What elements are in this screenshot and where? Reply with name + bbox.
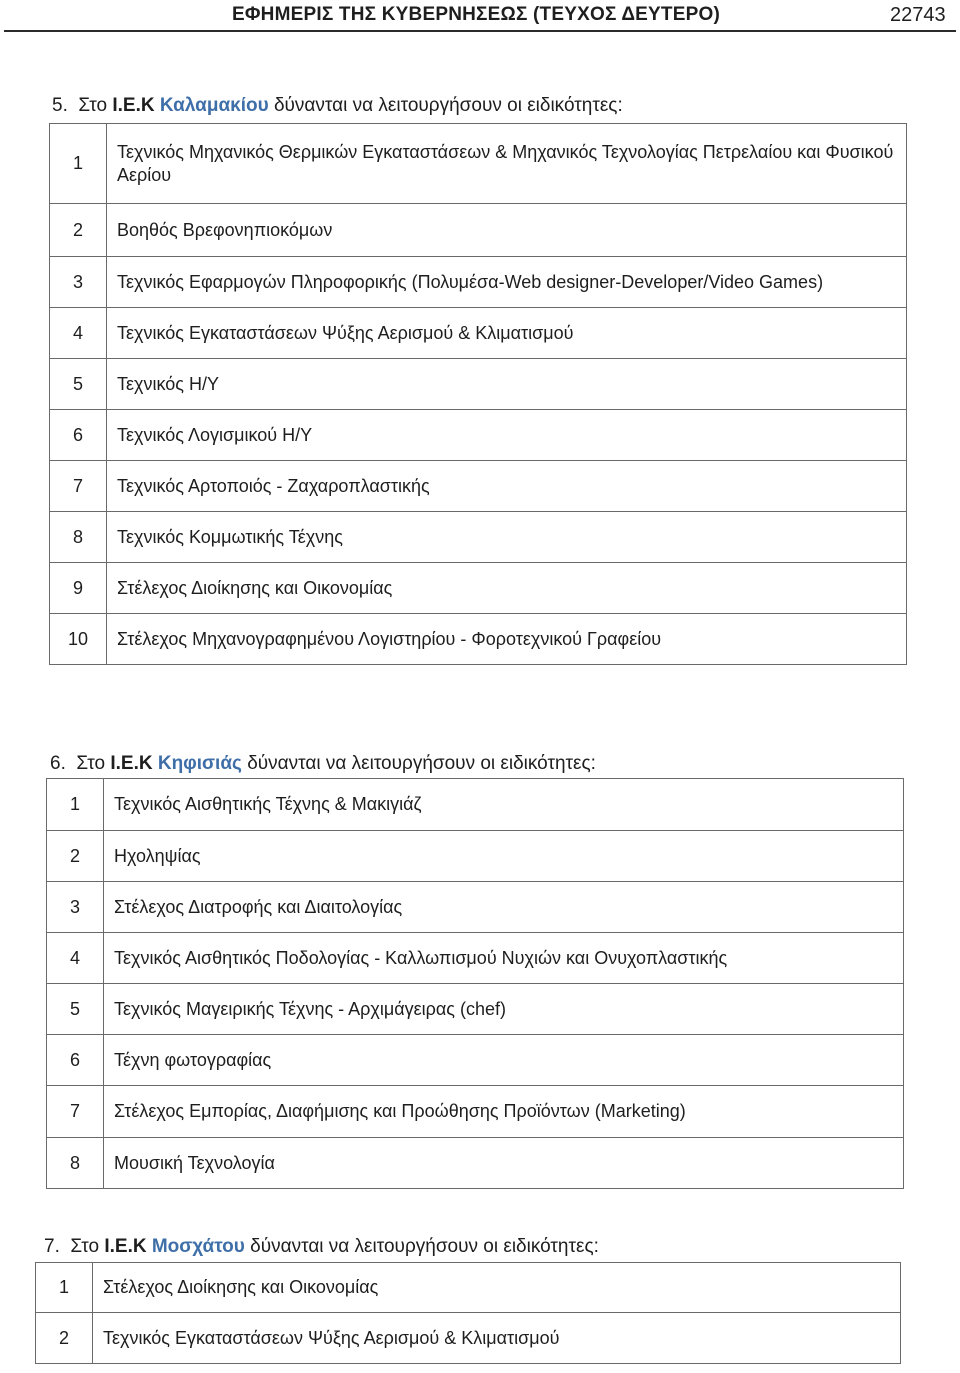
section-suffix: δύνανται να λειτουργήσουν οι ειδικότητες:: [250, 1236, 599, 1257]
section-number: 5.: [52, 95, 68, 116]
row-number: 5: [47, 984, 104, 1035]
row-specialty: Τέχνη φωτογραφίας: [104, 1035, 904, 1086]
institute-label: Ι.Ε.Κ: [110, 753, 153, 774]
row-specialty: Βοηθός Βρεφονηπιοκόμων: [107, 204, 907, 257]
row-number: 10: [50, 614, 107, 665]
institute-label: Ι.Ε.Κ: [112, 95, 155, 116]
section-suffix: δύνανται να λειτουργήσουν οι ειδικότητες:: [247, 753, 596, 774]
table-row: [50, 308, 907, 359]
table-row: [47, 1035, 904, 1086]
table-row: [50, 563, 907, 614]
row-specialty: Τεχνικός Μαγειρικής Τέχνης - Αρχιμάγειρας (chef): [104, 984, 904, 1035]
table-row: [47, 831, 904, 882]
row-number: 2: [47, 831, 104, 882]
row-specialty: Στέλεχος Μηχανογραφημένου Λογιστηρίου - Φοροτεχνικού Γραφείου: [107, 614, 907, 665]
table-row: [50, 257, 907, 308]
row-specialty: Στέλεχος Διοίκησης και Οικονομίας: [107, 563, 907, 614]
section-prefix: Στο: [70, 1236, 100, 1257]
row-number: 3: [47, 882, 104, 933]
table-row: [50, 614, 907, 665]
section-number: 7.: [44, 1236, 60, 1257]
row-number: 2: [50, 204, 107, 257]
table-row: [47, 984, 904, 1035]
header-divider: [4, 30, 956, 32]
institute-place: Μοσχάτου: [151, 1236, 245, 1257]
row-specialty: Ηχοληψίας: [104, 831, 904, 882]
row-number: 7: [50, 461, 107, 512]
row-specialty: Στέλεχος Διοίκησης και Οικονομίας: [93, 1263, 901, 1313]
row-number: 6: [47, 1035, 104, 1086]
row-number: 4: [50, 308, 107, 359]
specialties-table: [46, 778, 904, 1189]
page-number: 22743: [890, 4, 946, 26]
row-number: 2: [36, 1313, 93, 1364]
row-specialty: Τεχνικός Αρτοποιός - Ζαχαροπλαστικής: [107, 461, 907, 512]
row-specialty: Στέλεχος Διατροφής και Διαιτολογίας: [104, 882, 904, 933]
gazette-title: ΕΦΗΜΕΡΙΣ ΤΗΣ ΚΥΒΕΡΝΗΣΕΩΣ (ΤΕΥΧΟΣ ΔΕΥΤΕΡΟ): [232, 4, 720, 25]
row-number: 8: [47, 1138, 104, 1189]
row-number: 1: [47, 779, 104, 831]
row-number: 1: [50, 124, 107, 204]
table-row: [50, 204, 907, 257]
row-specialty: Τεχνικός Εφαρμογών Πληροφορικής (Πολυμέσα-Web designer-Developer/Video Games): [107, 257, 907, 308]
section-suffix: δύνανται να λειτουργήσουν οι ειδικότητες:: [273, 95, 623, 116]
table-row: [50, 359, 907, 410]
table-row: [47, 882, 904, 933]
row-specialty: Τεχνικός Εγκαταστάσεων Ψύξης Αερισμού & Κλιματισμού: [93, 1313, 901, 1364]
section-heading: [44, 1236, 599, 1258]
row-number: 6: [50, 410, 107, 461]
table-row: [47, 779, 904, 831]
table-row: [50, 461, 907, 512]
row-number: 4: [47, 933, 104, 984]
table-row: [36, 1263, 901, 1313]
table-row: [50, 410, 907, 461]
table-row: [36, 1313, 901, 1364]
row-number: 5: [50, 359, 107, 410]
specialties-table: [49, 123, 907, 665]
page-header: [0, 0, 960, 32]
row-specialty: Τεχνικός Η/Υ: [107, 359, 907, 410]
row-number: 1: [36, 1263, 93, 1313]
row-specialty: Μουσική Τεχνολογία: [104, 1138, 904, 1189]
row-specialty: Τεχνικός Αισθητικός Ποδολογίας - Καλλωπισμού Νυχιών και Ονυχοπλαστικής: [104, 933, 904, 984]
row-number: 8: [50, 512, 107, 563]
section-prefix: Στο: [78, 95, 108, 116]
section-heading: [50, 753, 596, 775]
table-row: [50, 512, 907, 563]
table-row: [47, 1138, 904, 1189]
institute-label: Ι.Ε.Κ: [104, 1236, 147, 1257]
table-row: [47, 1086, 904, 1138]
row-specialty: Τεχνικός Λογισμικού Η/Υ: [107, 410, 907, 461]
specialties-table: [35, 1262, 901, 1364]
row-specialty: Στέλεχος Εμπορίας, Διαφήμισης και Προώθησης Προϊόντων (Marketing): [104, 1086, 904, 1138]
table-row: [50, 124, 907, 204]
row-number: 3: [50, 257, 107, 308]
section-prefix: Στο: [76, 753, 106, 774]
section-number: 6.: [50, 753, 66, 774]
row-specialty: Τεχνικός Αισθητικής Τέχνης & Μακιγιάζ: [104, 779, 904, 831]
row-specialty: Τεχνικός Κομμωτικής Τέχνης: [107, 512, 907, 563]
institute-place: Κηφισιάς: [157, 753, 242, 774]
table-row: [47, 933, 904, 984]
row-specialty: Τεχνικός Μηχανικός Θερμικών Εγκαταστάσεων & Μηχανικός Τεχνολογίας Πετρελαίου και Φυσικού Αερίου: [107, 124, 907, 204]
institute-place: Καλαμακίου: [159, 95, 269, 116]
row-number: 9: [50, 563, 107, 614]
row-specialty: Τεχνικός Εγκαταστάσεων Ψύξης Αερισμού & Κλιματισμού: [107, 308, 907, 359]
row-number: 7: [47, 1086, 104, 1138]
section-heading: [52, 95, 623, 117]
